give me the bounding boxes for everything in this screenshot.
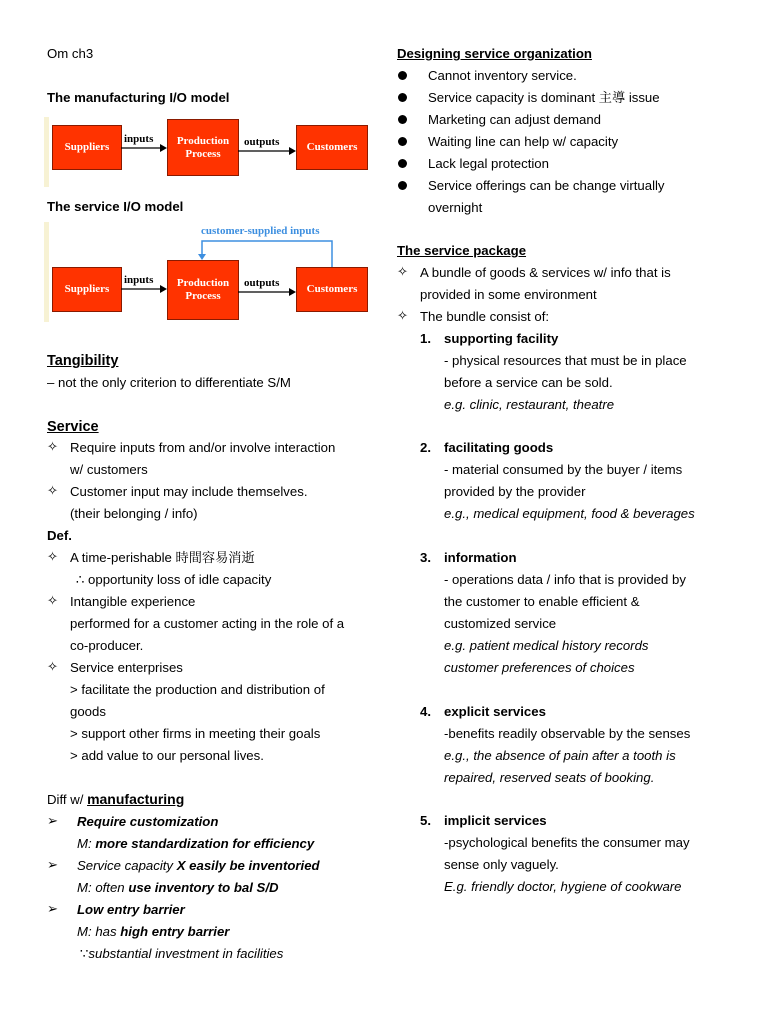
- diff-item: high entry barrier: [120, 924, 230, 939]
- production-label: Production: [176, 277, 230, 289]
- diamond-bullet-icon: ✧: [47, 660, 59, 675]
- diff-item: X easily be inventoried: [176, 858, 320, 873]
- diff-item: use inventory to bal S/D: [128, 880, 279, 895]
- design-item: Service offerings can be change virtually: [428, 178, 665, 193]
- component-title: implicit services: [444, 813, 547, 828]
- suppliers-box: Suppliers: [52, 125, 122, 170]
- component-title: information: [444, 550, 517, 565]
- component-line: the customer to enable efficient &: [444, 594, 640, 609]
- customer-supplied-inputs-label: customer-supplied inputs: [201, 225, 320, 237]
- mfg-model-title: The manufacturing I/O model: [47, 90, 230, 105]
- design-item: Cannot inventory service.: [428, 68, 577, 83]
- def-item: > add value to our personal lives.: [70, 748, 264, 763]
- component-number: 2.: [420, 440, 431, 455]
- component-line: - material consumed by the buyer / items: [444, 462, 683, 477]
- diff-item: Require customization: [77, 814, 219, 829]
- diamond-bullet-icon: ✧: [47, 550, 59, 565]
- service-item: Customer input may include themselves.: [70, 484, 308, 499]
- package-item: The bundle consist of:: [420, 309, 550, 324]
- package-heading: The service package: [397, 243, 527, 258]
- def-item: co-producer.: [70, 638, 144, 653]
- design-item: Marketing can adjust demand: [428, 112, 602, 127]
- def-item: > facilitate the production and distribution of: [70, 682, 325, 697]
- arrow-bullet-icon: ➢: [47, 902, 59, 917]
- component-title: supporting facility: [444, 331, 559, 346]
- diff-capacity-line: [77, 857, 320, 875]
- bullet-dot-icon: [398, 93, 407, 102]
- diff-m-line: [77, 835, 314, 853]
- bullet-dot-icon: [398, 71, 407, 80]
- component-example: e.g. patient medical history records: [444, 638, 649, 653]
- def-item: > support other firms in meeting their goals: [70, 726, 321, 741]
- component-number: 3.: [420, 550, 431, 565]
- m-has: M: has: [77, 924, 121, 939]
- customers-box: Customers: [296, 267, 368, 312]
- service-item: Require inputs from and/or involve interaction: [70, 440, 336, 455]
- suppliers-box: Suppliers: [52, 267, 122, 312]
- arrow-bullet-icon: ➢: [47, 858, 59, 873]
- tangibility-text: – not the only criterion to differentiate S/M: [47, 375, 291, 390]
- def-item: Service enterprises: [70, 660, 183, 675]
- diamond-bullet-icon: ✧: [397, 309, 409, 324]
- component-number: 1.: [420, 331, 431, 346]
- component-example: e.g., medical equipment, food & beverages: [444, 506, 695, 521]
- diff-heading: [47, 790, 184, 809]
- component-example: e.g. clinic, restaurant, theatre: [444, 397, 615, 412]
- component-example: E.g. friendly doctor, hygiene of cookware: [444, 879, 682, 894]
- diff-m-line: [77, 879, 279, 897]
- diff-item: Low entry barrier: [77, 902, 185, 917]
- process-label: Process: [185, 290, 221, 302]
- component-title: facilitating goods: [444, 440, 554, 455]
- component-example: customer preferences of choices: [444, 660, 635, 675]
- def-item: Intangible experience: [70, 594, 196, 609]
- service-heading: Service: [47, 419, 99, 435]
- design-item: Service capacity is dominant 主導 issue: [428, 90, 660, 105]
- customers-box: Customers: [296, 125, 368, 170]
- component-line: before a service can be sold.: [444, 375, 613, 390]
- diff-word: manufacturing: [87, 791, 185, 807]
- def-item: A time-perishable 時間容易消逝: [70, 550, 255, 565]
- manufacturing-io-diagram: [44, 115, 374, 190]
- bullet-dot-icon: [398, 115, 407, 124]
- outputs-label: outputs: [244, 277, 280, 289]
- svc-model-title: The service I/O model: [47, 199, 184, 214]
- design-item: overnight: [428, 200, 483, 215]
- component-number: 4.: [420, 704, 431, 719]
- bullet-dot-icon: [398, 137, 407, 146]
- diff-item: more standardization for efficiency: [95, 836, 315, 851]
- production-label: Production: [176, 134, 230, 147]
- design-heading: Designing service organization: [397, 46, 592, 61]
- component-line: sense only vaguely.: [444, 857, 559, 872]
- package-item: provided in some environment: [420, 287, 597, 302]
- component-line: - operations data / info that is provided by: [444, 572, 686, 587]
- service-item: w/ customers: [70, 462, 148, 477]
- component-line: - physical resources that must be in place: [444, 353, 687, 368]
- def-item: performed for a customer acting in the role of a: [70, 616, 345, 631]
- diff-item: ∵substantial investment in facilities: [80, 946, 284, 961]
- diff-item: Service capacity: [77, 858, 177, 873]
- diamond-bullet-icon: ✧: [397, 265, 409, 280]
- package-item: A bundle of goods & services w/ info that is: [420, 265, 671, 280]
- diamond-bullet-icon: ✧: [47, 484, 59, 499]
- def-item: ∴ opportunity loss of idle capacity: [76, 572, 272, 587]
- component-line: customized service: [444, 616, 557, 631]
- bullet-dot-icon: [398, 159, 407, 168]
- service-arrows: [44, 220, 374, 325]
- component-line: provided by the provider: [444, 484, 586, 499]
- component-title: explicit services: [444, 704, 546, 719]
- diff-m-line: [77, 923, 229, 941]
- component-example: e.g., the absence of pain after a tooth is: [444, 748, 676, 763]
- def-label: Def.: [47, 528, 72, 543]
- component-example: repaired, reserved seats of booking.: [444, 770, 655, 785]
- diff-prefix: Diff w/: [47, 792, 88, 807]
- diamond-bullet-icon: ✧: [47, 440, 59, 455]
- service-item: (their belonging / info): [70, 506, 198, 521]
- design-item: Waiting line can help w/ capacity: [428, 134, 619, 149]
- component-number: 5.: [420, 813, 431, 828]
- def-item: goods: [70, 704, 106, 719]
- process-label: Process: [185, 147, 221, 160]
- manufacturing-arrows: [44, 115, 374, 190]
- m-often: M: often: [77, 880, 129, 895]
- inputs-label: inputs: [124, 274, 154, 286]
- design-item: Lack legal protection: [428, 156, 549, 171]
- arrow-bullet-icon: ➢: [47, 814, 59, 829]
- bullet-dot-icon: [398, 181, 407, 190]
- outputs-label: outputs: [244, 136, 280, 148]
- diamond-bullet-icon: ✧: [47, 594, 59, 609]
- service-io-diagram: [44, 220, 374, 325]
- inputs-label: inputs: [124, 133, 154, 145]
- component-line: -benefits readily observable by the senses: [444, 726, 691, 741]
- tangibility-heading: Tangibility: [47, 353, 119, 369]
- component-line: -psychological benefits the consumer may: [444, 835, 690, 850]
- doc-title: Om ch3: [47, 46, 94, 61]
- m-prefix: M:: [77, 836, 96, 851]
